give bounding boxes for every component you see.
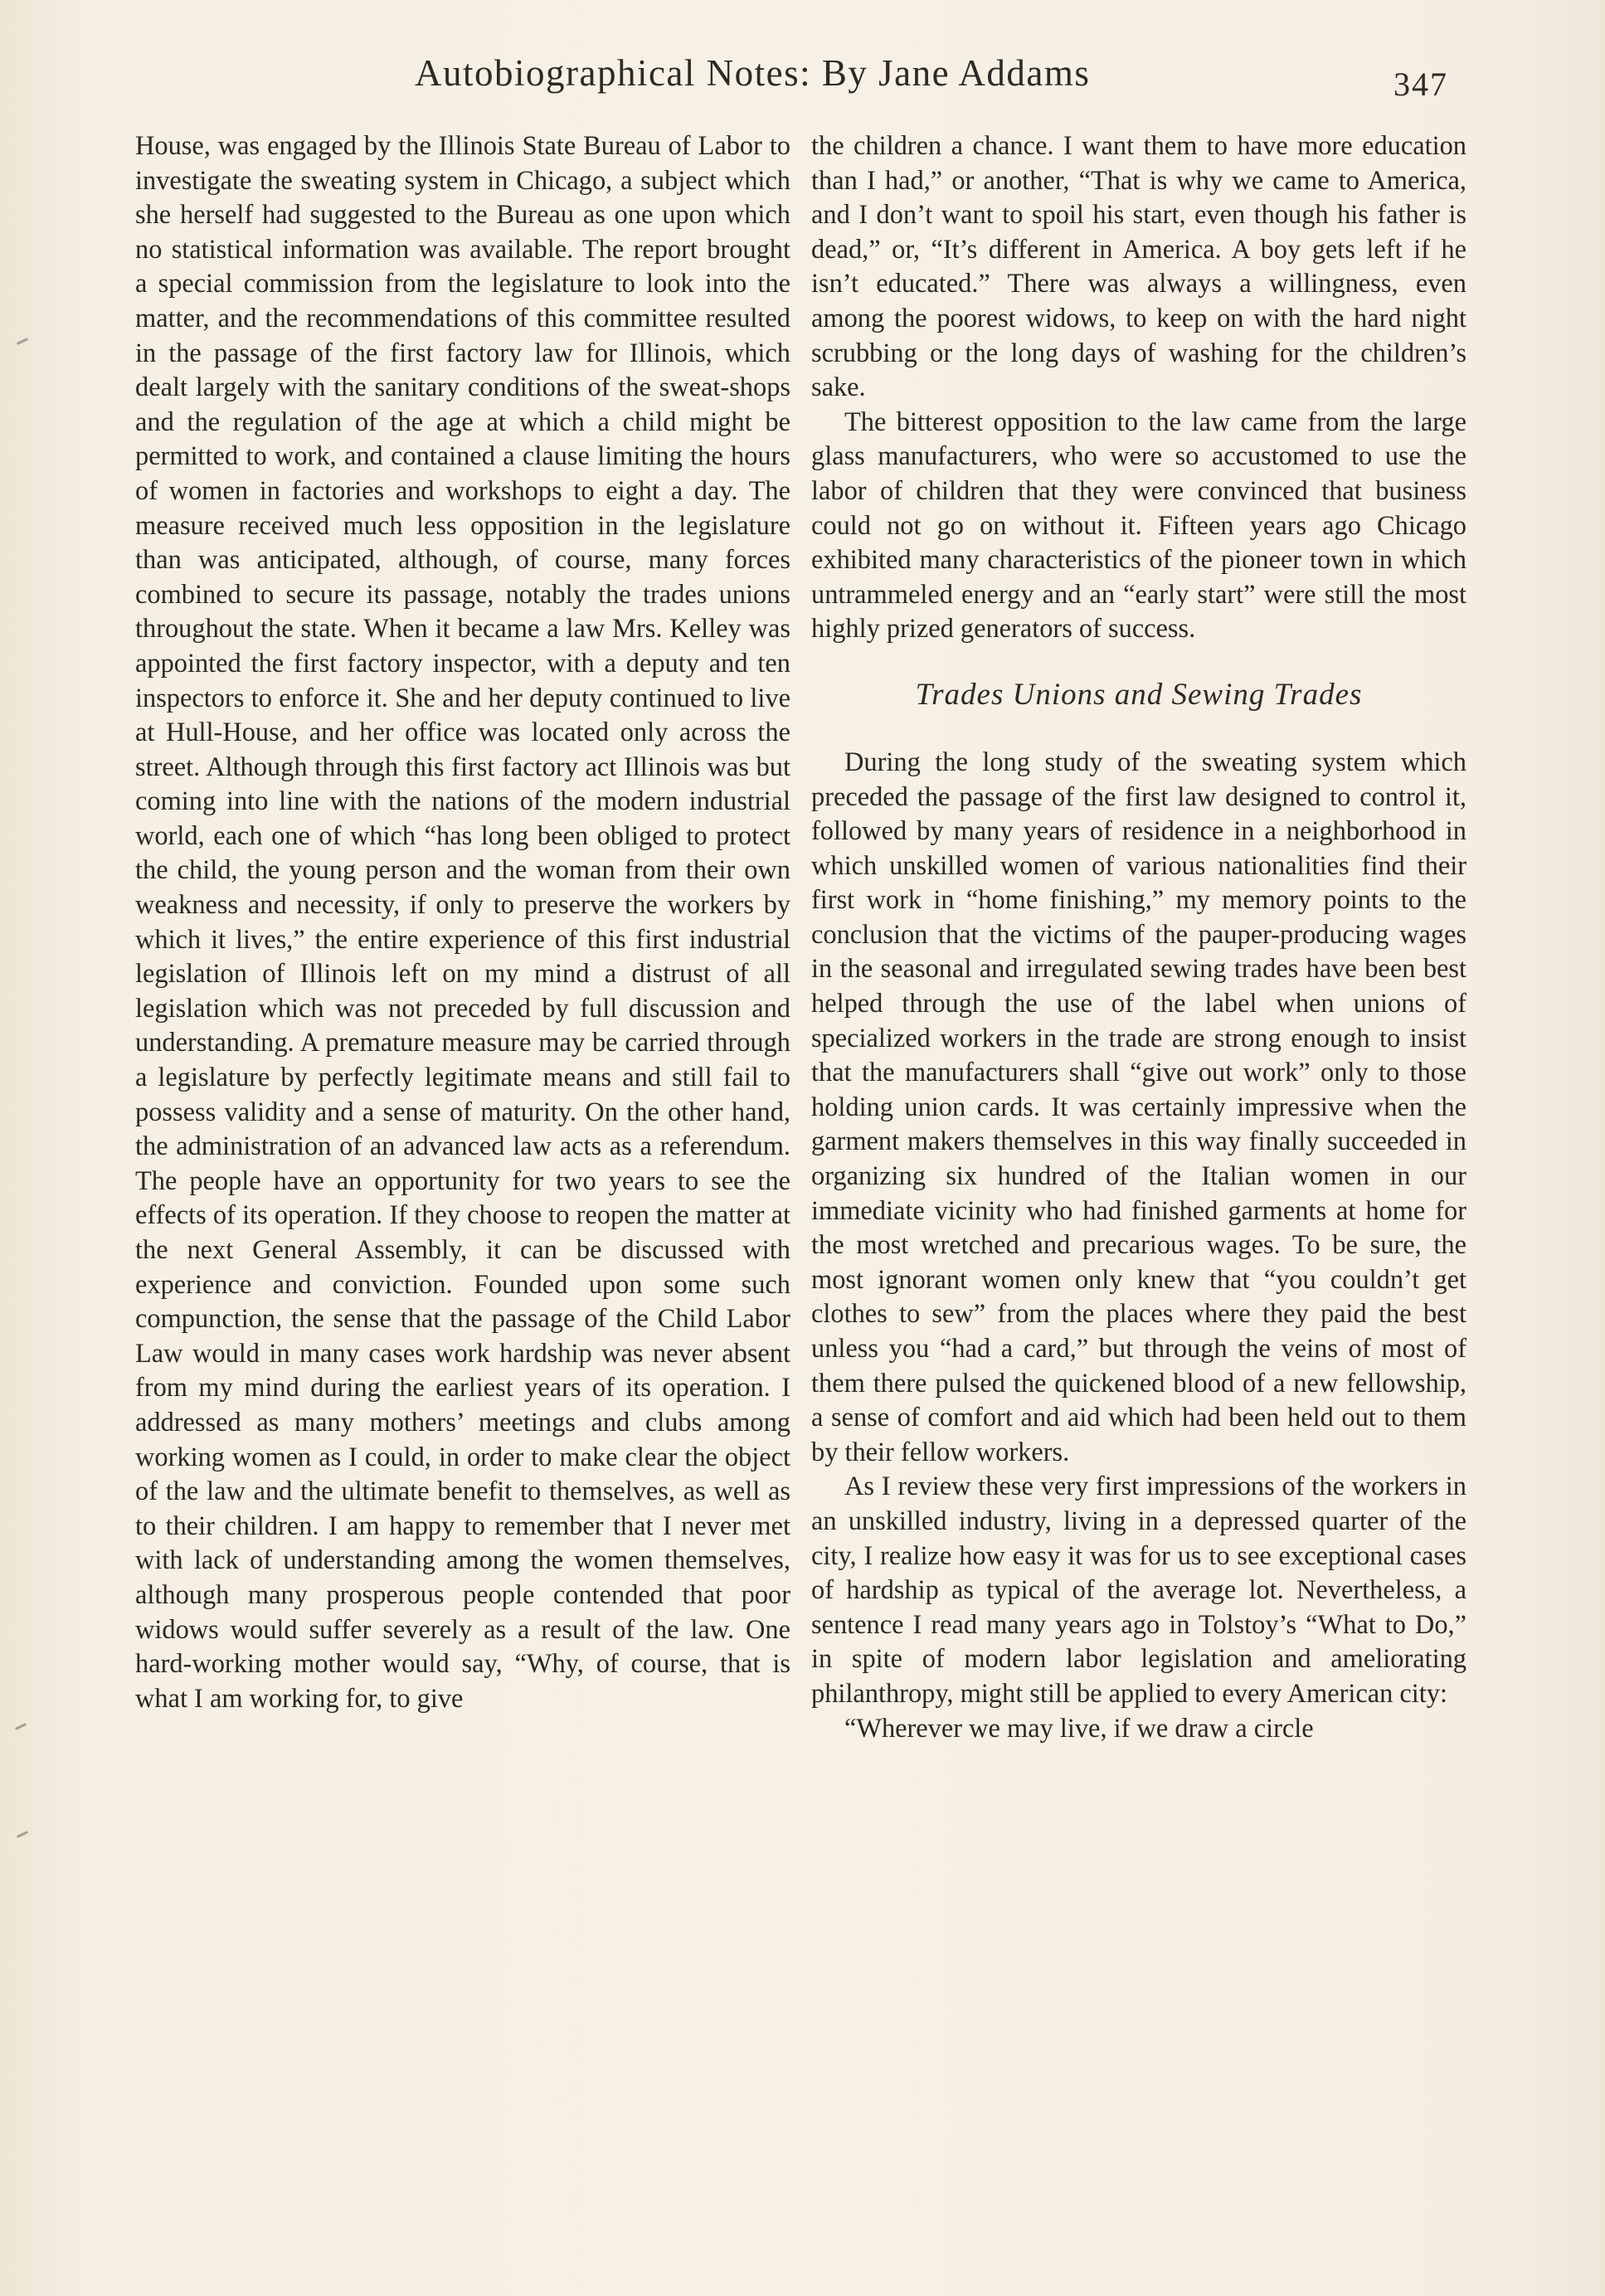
left-column	[135, 129, 790, 1716]
paragraph: House, was engaged by the Illinois State Bureau of Labor to investigate the sweating system in Chicago, a subject which she herself had suggested to the Bureau as one upon which no statistical information was available. The report brought a special commission from the legislature to look into the matter, and the recommendations of this committee resulted in the passage of the first factory law for Illinois, which dealt largely with the sanitary conditions of the sweat-shops and the regulation of the age at which a child might be permitted to work, and contained a clause limiting the hours of women in factories and workshops to eight a day. The measure received much less opposition in the legislature than was anticipated, although, of course, many forces combined to secure its passage, notably the trades unions throughout the state. When it became a law Mrs. Kelley was appointed the first factory inspector, with a deputy and ten inspectors to enforce it. She and her deputy continued to live at Hull-House, and her office was located only across the street. Although through this first factory act Illinois was but coming into line with the nations of the modern industrial world, each one of which “has long been obliged to protect the child, the young person and the woman from their own weakness and necessity, if only to preserve the workers by which it lives,” the entire experience of this first industrial legislation of Illinois left on my mind a distrust of all legislation which was not preceded by full discussion and understanding. A premature measure may be carried through a legislature by perfectly legitimate means and still fail to possess validity and a sense of maturity. On the other hand, the administration of an advanced law acts as a referendum. The people have an opportunity for two years to see the effects of its operation. If they choose to reopen the matter at the next General Assembly, it can be discussed with experience and conviction. Founded upon some such compunction, the sense that the passage of the Child Labor Law would in many cases work hardship was never absent from my mind during the earliest years of its operation. I addressed as many mothers’ meetings and clubs among working women as I could, in order to make clear the object of the law and the ultimate benefit to themselves, as well as to their children. I am happy to remember that I never met with lack of understanding among the women themselves, although many prosperous people contended that poor widows would suffer severely as a result of the law. One hard-working mother would say, “Why, of course, that is what I am working for, to give	[135, 131, 790, 1714]
paragraph: During the long study of the sweating system which preceded the passage of the first law designed to control it, followed by many years of residence in a neighborhood in which unskilled women of various nationalities find their first work in “home finishing,” my memory points to the conclusion that the victims of the pauper-producing wages in the seasonal and irregulated sewing trades have been best helped through the use of the label when unions of specialized workers in the trade are strong enough to insist that the manufacturers shall “give out work” only to those holding union cards. It was certainly impressive when the garment makers themselves in this way finally succeeded in organizing six hundred of the Italian women in our immediate vicinity who had finished garments at home for the most wretched and precarious wages. To be sure, the most ignorant women only knew that “you couldn’t get clothes to sew” from the places where they paid the best unless you “had a card,” but through the veins of most of them there pulsed the quickened blood of a new fellowship, a sense of comfort and aid which had been held out to them by their fellow workers.	[811, 747, 1466, 1467]
margin-mark	[15, 1723, 27, 1730]
right-column	[811, 129, 1466, 1746]
section-heading: Trades Unions and Sewing Trades	[915, 677, 1363, 712]
paragraph: The bitterest opposition to the law came from the large glass manufacturers, who were so accustomed to use the labor of children that they were convinced that business could not go on without it. Fifteen years ago Chicago exhibited many characteristics of the pioneer town in which untrammeled energy and an “early start” were still the most highly prized generators of success.	[811, 406, 1466, 645]
paragraph: As I review these very first impressions of the workers in an unskilled industry, living in a depressed quarter of the city, I realize how easy it was for us to see exceptional cases of hardship as typical of the average lot. Nevertheless, a sentence I read many years ago in Tolstoy’s “What to Do,” in spite of modern labor legislation and ameliorating philanthropy, might still be applied to every American city:	[811, 1471, 1466, 1709]
paragraph: the children a chance. I want them to have more education than I had,” or another, “That is why we came to America, and I don’t want to spoil his start, even though his father is dead,” or, “It’s different in America. A boy gets left if he isn’t educated.” There was always a willingness, even among the poorest widows, to keep on with the hard night scrubbing or the long days of washing for the children’s sake.	[811, 131, 1466, 403]
margin-mark	[17, 338, 28, 345]
margin-mark	[17, 1831, 28, 1838]
paragraph: “Wherever we may live, if we draw a circle	[844, 1713, 1314, 1744]
page-number: 347	[1393, 66, 1448, 103]
running-header-title: Autobiographical Notes: By Jane Addams	[415, 52, 1091, 94]
